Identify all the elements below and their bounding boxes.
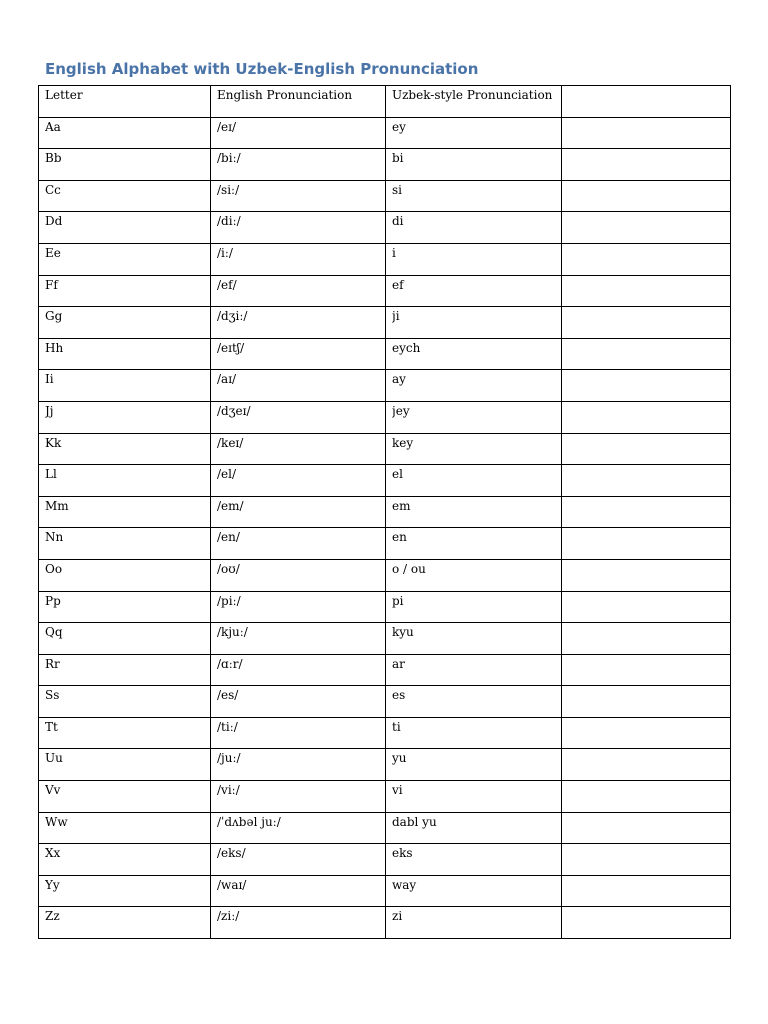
english-pronunciation-cell-text: /ˈdʌbəl juː/ xyxy=(217,814,281,829)
uzbek-pronunciation-cell-text: o / ou xyxy=(392,561,426,576)
english-pronunciation-cell xyxy=(211,686,386,718)
empty-cell xyxy=(562,117,731,149)
empty-cell-text xyxy=(568,844,730,845)
uzbek-pronunciation-cell xyxy=(386,496,562,528)
header-cell-empty xyxy=(562,86,731,118)
uzbek-pronunciation-cell xyxy=(386,180,562,212)
letter-cell-text: Qq xyxy=(45,625,63,640)
uzbek-pronunciation-cell xyxy=(386,433,562,465)
table-row xyxy=(39,875,731,907)
empty-cell xyxy=(562,844,731,876)
table-row xyxy=(39,686,731,718)
english-pronunciation-cell-text: /el/ xyxy=(217,467,237,482)
table-row xyxy=(39,243,731,275)
uzbek-pronunciation-cell-text: en xyxy=(392,530,407,545)
empty-cell xyxy=(562,149,731,181)
empty-cell xyxy=(562,875,731,907)
empty-cell xyxy=(562,401,731,433)
empty-cell-text xyxy=(568,212,730,213)
english-pronunciation-cell xyxy=(211,370,386,402)
uzbek-pronunciation-cell xyxy=(386,717,562,749)
empty-cell xyxy=(562,338,731,370)
empty-cell xyxy=(562,370,731,402)
letter-cell xyxy=(39,275,211,307)
uzbek-pronunciation-cell-text: yu xyxy=(392,751,407,766)
uzbek-pronunciation-cell xyxy=(386,907,562,939)
uzbek-pronunciation-cell xyxy=(386,212,562,244)
empty-cell-text xyxy=(568,686,730,687)
letter-cell xyxy=(39,117,211,149)
english-pronunciation-cell xyxy=(211,180,386,212)
alphabet-table xyxy=(38,85,731,939)
uzbek-pronunciation-cell xyxy=(386,686,562,718)
uzbek-pronunciation-cell xyxy=(386,591,562,623)
empty-cell-text xyxy=(568,781,730,782)
uzbek-pronunciation-cell-text: ti xyxy=(392,719,401,734)
letter-cell xyxy=(39,781,211,813)
empty-cell xyxy=(562,496,731,528)
letter-cell xyxy=(39,370,211,402)
english-pronunciation-cell xyxy=(211,907,386,939)
english-pronunciation-cell-text: /eks/ xyxy=(217,846,246,861)
english-pronunciation-cell-text: /dʒeɪ/ xyxy=(217,403,251,418)
english-pronunciation-cell-text: /em/ xyxy=(217,498,244,513)
english-pronunciation-cell xyxy=(211,844,386,876)
uzbek-pronunciation-cell xyxy=(386,275,562,307)
table-row xyxy=(39,370,731,402)
uzbek-pronunciation-cell-text: way xyxy=(392,877,417,892)
empty-cell-text xyxy=(568,149,730,150)
uzbek-pronunciation-cell xyxy=(386,559,562,591)
uzbek-pronunciation-cell xyxy=(386,307,562,339)
english-pronunciation-cell-text: /biː/ xyxy=(217,151,241,166)
letter-cell-text: Pp xyxy=(45,593,61,608)
uzbek-pronunciation-cell xyxy=(386,401,562,433)
letter-cell-text: Zz xyxy=(45,909,60,924)
empty-cell-text xyxy=(568,276,730,277)
empty-cell xyxy=(562,180,731,212)
empty-cell-text xyxy=(568,528,730,529)
english-pronunciation-cell-text: /eɪ/ xyxy=(217,119,237,134)
letter-cell xyxy=(39,686,211,718)
english-pronunciation-cell xyxy=(211,781,386,813)
empty-cell xyxy=(562,591,731,623)
letter-cell-text: Tt xyxy=(45,719,58,734)
letter-cell xyxy=(39,212,211,244)
english-pronunciation-cell xyxy=(211,749,386,781)
empty-cell xyxy=(562,812,731,844)
empty-cell xyxy=(562,717,731,749)
uzbek-pronunciation-cell xyxy=(386,781,562,813)
english-pronunciation-cell xyxy=(211,812,386,844)
empty-cell xyxy=(562,907,731,939)
letter-cell xyxy=(39,401,211,433)
table-row xyxy=(39,433,731,465)
english-pronunciation-cell-text: /aɪ/ xyxy=(217,372,237,387)
page-title: English Alphabet with Uzbek-English Pronunciation xyxy=(45,60,479,78)
empty-cell xyxy=(562,559,731,591)
header-uzbek-label: Uzbek-style Pronunciation xyxy=(392,88,553,102)
uzbek-pronunciation-cell-text: jey xyxy=(392,403,410,418)
empty-cell-text xyxy=(568,181,730,182)
english-pronunciation-cell-text: /iː/ xyxy=(217,245,233,260)
letter-cell xyxy=(39,338,211,370)
table-row xyxy=(39,212,731,244)
table-body xyxy=(39,86,731,939)
letter-cell xyxy=(39,307,211,339)
uzbek-pronunciation-cell-text: zi xyxy=(392,909,403,924)
letter-cell-text: Bb xyxy=(45,151,62,166)
english-pronunciation-cell xyxy=(211,212,386,244)
uzbek-pronunciation-cell-text: ar xyxy=(392,656,405,671)
letter-cell-text: Yy xyxy=(45,877,60,892)
letter-cell-text: Rr xyxy=(45,656,60,671)
uzbek-pronunciation-cell-text: bi xyxy=(392,151,404,166)
empty-cell-text xyxy=(568,749,730,750)
empty-cell xyxy=(562,212,731,244)
header-cell-english xyxy=(211,86,386,118)
empty-cell-text xyxy=(568,307,730,308)
empty-cell-text xyxy=(568,118,730,119)
letter-cell xyxy=(39,907,211,939)
table-row xyxy=(39,844,731,876)
empty-cell-text xyxy=(568,813,730,814)
letter-cell-text: Ee xyxy=(45,245,61,260)
english-pronunciation-cell xyxy=(211,559,386,591)
uzbek-pronunciation-cell-text: dabl yu xyxy=(392,814,437,829)
letter-cell-text: Ll xyxy=(45,467,57,482)
english-pronunciation-cell-text: /waɪ/ xyxy=(217,877,247,892)
english-pronunciation-cell-text: /siː/ xyxy=(217,182,240,197)
table-row xyxy=(39,591,731,623)
table-row xyxy=(39,907,731,939)
letter-cell xyxy=(39,844,211,876)
english-pronunciation-cell-text: /oʊ/ xyxy=(217,561,240,576)
uzbek-pronunciation-cell-text: vi xyxy=(392,783,403,798)
uzbek-pronunciation-cell-text: pi xyxy=(392,593,404,608)
table-row xyxy=(39,401,731,433)
english-pronunciation-cell-text: /keɪ/ xyxy=(217,435,244,450)
letter-cell xyxy=(39,717,211,749)
empty-cell xyxy=(562,654,731,686)
empty-cell xyxy=(562,623,731,655)
uzbek-pronunciation-cell xyxy=(386,370,562,402)
letter-cell-text: Jj xyxy=(45,403,54,418)
english-pronunciation-cell-text: /ef/ xyxy=(217,277,237,292)
empty-cell xyxy=(562,243,731,275)
uzbek-pronunciation-cell xyxy=(386,749,562,781)
english-pronunciation-cell xyxy=(211,623,386,655)
empty-cell-text xyxy=(568,718,730,719)
letter-cell-text: Dd xyxy=(45,214,63,229)
uzbek-pronunciation-cell xyxy=(386,875,562,907)
letter-cell-text: Mm xyxy=(45,498,69,513)
empty-cell-text xyxy=(568,876,730,877)
letter-cell-text: Cc xyxy=(45,182,61,197)
empty-cell xyxy=(562,433,731,465)
letter-cell-text: Kk xyxy=(45,435,62,450)
table-row xyxy=(39,149,731,181)
uzbek-pronunciation-cell-text: eks xyxy=(392,846,413,861)
letter-cell xyxy=(39,623,211,655)
table-row xyxy=(39,528,731,560)
uzbek-pronunciation-cell xyxy=(386,465,562,497)
empty-cell-text xyxy=(568,434,730,435)
uzbek-pronunciation-cell xyxy=(386,623,562,655)
uzbek-pronunciation-cell-text: ey xyxy=(392,119,406,134)
header-english-label: English Pronunciation xyxy=(217,88,353,102)
uzbek-pronunciation-cell-text: ay xyxy=(392,372,406,387)
letter-cell xyxy=(39,875,211,907)
empty-cell-text xyxy=(568,370,730,371)
uzbek-pronunciation-cell xyxy=(386,243,562,275)
letter-cell xyxy=(39,149,211,181)
uzbek-pronunciation-cell xyxy=(386,149,562,181)
uzbek-pronunciation-cell xyxy=(386,528,562,560)
empty-cell xyxy=(562,781,731,813)
table-row xyxy=(39,496,731,528)
english-pronunciation-cell-text: /eɪtʃ/ xyxy=(217,340,245,355)
english-pronunciation-cell xyxy=(211,875,386,907)
english-pronunciation-cell xyxy=(211,591,386,623)
letter-cell-text: Nn xyxy=(45,530,64,545)
empty-cell-text xyxy=(568,907,730,908)
english-pronunciation-cell xyxy=(211,117,386,149)
letter-cell-text: Uu xyxy=(45,751,63,766)
english-pronunciation-cell xyxy=(211,654,386,686)
letter-cell-text: Ww xyxy=(45,814,68,829)
english-pronunciation-cell-text: /dʒiː/ xyxy=(217,309,248,324)
uzbek-pronunciation-cell-text: ji xyxy=(392,309,400,324)
letter-cell xyxy=(39,433,211,465)
english-pronunciation-cell xyxy=(211,433,386,465)
table-row xyxy=(39,275,731,307)
empty-cell-text xyxy=(568,339,730,340)
header-cell-uzbek xyxy=(386,86,562,118)
uzbek-pronunciation-cell-text: kyu xyxy=(392,625,414,640)
letter-cell xyxy=(39,528,211,560)
uzbek-pronunciation-cell-text: key xyxy=(392,435,414,450)
english-pronunciation-cell-text: /tiː/ xyxy=(217,719,238,734)
header-cell-letter xyxy=(39,86,211,118)
empty-cell xyxy=(562,275,731,307)
table-row xyxy=(39,465,731,497)
letter-cell xyxy=(39,465,211,497)
table-row xyxy=(39,781,731,813)
empty-cell-text xyxy=(568,592,730,593)
table-row xyxy=(39,812,731,844)
english-pronunciation-cell-text: /es/ xyxy=(217,688,239,703)
uzbek-pronunciation-cell-text: ef xyxy=(392,277,404,292)
english-pronunciation-cell-text: /viː/ xyxy=(217,783,240,798)
table-row xyxy=(39,749,731,781)
letter-cell-text: Gg xyxy=(45,309,63,324)
empty-cell-text xyxy=(568,497,730,498)
english-pronunciation-cell xyxy=(211,243,386,275)
letter-cell-text: Hh xyxy=(45,340,64,355)
empty-cell xyxy=(562,528,731,560)
table-row xyxy=(39,338,731,370)
empty-cell xyxy=(562,465,731,497)
uzbek-pronunciation-cell xyxy=(386,338,562,370)
empty-cell-text xyxy=(568,465,730,466)
english-pronunciation-cell-text: /ɑːr/ xyxy=(217,656,243,671)
uzbek-pronunciation-cell-text: el xyxy=(392,467,403,482)
uzbek-pronunciation-cell xyxy=(386,812,562,844)
header-empty-label xyxy=(568,86,730,87)
letter-cell xyxy=(39,180,211,212)
table-row xyxy=(39,180,731,212)
empty-cell-text xyxy=(568,623,730,624)
letter-cell-text: Vv xyxy=(45,783,61,798)
letter-cell xyxy=(39,559,211,591)
table-row xyxy=(39,117,731,149)
empty-cell-text xyxy=(568,244,730,245)
english-pronunciation-cell-text: /kjuː/ xyxy=(217,625,248,640)
letter-cell-text: Ss xyxy=(45,688,60,703)
english-pronunciation-cell-text: /diː/ xyxy=(217,214,241,229)
english-pronunciation-cell-text: /piː/ xyxy=(217,593,241,608)
uzbek-pronunciation-cell xyxy=(386,654,562,686)
english-pronunciation-cell xyxy=(211,401,386,433)
empty-cell-text xyxy=(568,560,730,561)
english-pronunciation-cell xyxy=(211,528,386,560)
letter-cell xyxy=(39,243,211,275)
letter-cell-text: Ff xyxy=(45,277,58,292)
english-pronunciation-cell-text: /ziː/ xyxy=(217,909,240,924)
uzbek-pronunciation-cell-text: i xyxy=(392,245,396,260)
letter-cell-text: Oo xyxy=(45,561,63,576)
uzbek-pronunciation-cell xyxy=(386,844,562,876)
table-row xyxy=(39,307,731,339)
empty-cell xyxy=(562,749,731,781)
english-pronunciation-cell xyxy=(211,307,386,339)
uzbek-pronunciation-cell-text: si xyxy=(392,182,402,197)
letter-cell-text: Ii xyxy=(45,372,54,387)
uzbek-pronunciation-cell-text: em xyxy=(392,498,411,513)
letter-cell xyxy=(39,591,211,623)
uzbek-pronunciation-cell-text: di xyxy=(392,214,404,229)
english-pronunciation-cell xyxy=(211,717,386,749)
uzbek-pronunciation-cell-text: es xyxy=(392,688,406,703)
english-pronunciation-cell-text: /en/ xyxy=(217,530,240,545)
english-pronunciation-cell xyxy=(211,465,386,497)
header-row xyxy=(39,86,731,118)
letter-cell-text: Aa xyxy=(45,119,61,134)
uzbek-pronunciation-cell-text: eych xyxy=(392,340,421,355)
english-pronunciation-cell-text: /juː/ xyxy=(217,751,241,766)
empty-cell-text xyxy=(568,402,730,403)
letter-cell-text: Xx xyxy=(45,846,61,861)
english-pronunciation-cell xyxy=(211,496,386,528)
table-row xyxy=(39,654,731,686)
table-row xyxy=(39,717,731,749)
empty-cell xyxy=(562,686,731,718)
english-pronunciation-cell xyxy=(211,275,386,307)
letter-cell xyxy=(39,496,211,528)
english-pronunciation-cell xyxy=(211,338,386,370)
header-letter-label: Letter xyxy=(45,88,83,102)
uzbek-pronunciation-cell xyxy=(386,117,562,149)
table-row xyxy=(39,559,731,591)
empty-cell-text xyxy=(568,655,730,656)
empty-cell xyxy=(562,307,731,339)
letter-cell xyxy=(39,654,211,686)
letter-cell xyxy=(39,812,211,844)
letter-cell xyxy=(39,749,211,781)
table-row xyxy=(39,623,731,655)
english-pronunciation-cell xyxy=(211,149,386,181)
